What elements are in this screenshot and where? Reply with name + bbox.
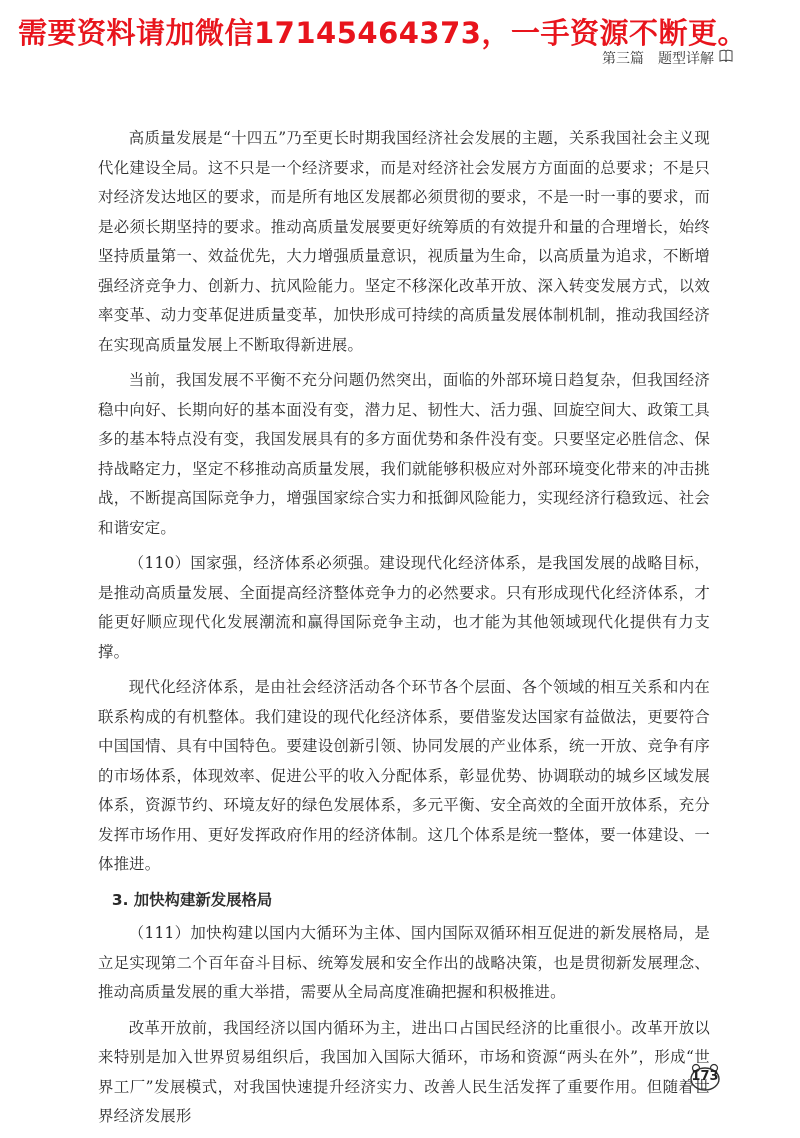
book-icon (718, 48, 734, 64)
running-head: 第三篇 题型详解 (602, 51, 714, 67)
paragraph-modern-economic-system: 现代化经济体系，是由社会经济活动各个环节各个层面、各个领域的相互关系和内在联系构成的有机整体。我们建设的现代化经济体系，要借鉴发达国家有益做法，更要符合中国国情、具有中国特色。要建设创新引领、协同发展的产业体系，统一开放、竞争有序的市场体系，体现效率、促进公平的收入分配体系，彰显优势、协调联动的城乡区域发展体系，资源节约、环境友好的绿色发展体系，多元平衡、安全高效的全面开放体系，充分发挥市场作用、更好发挥政府作用的经济体制。这几个体系是统一整体，要一体建设、一体推进。 (98, 678, 710, 873)
watermark-banner: 需要资料请加微信17145464373，一手资源不断更。 (18, 16, 747, 50)
paragraph-high-quality-development: 高质量发展是“十四五”乃至更长时期我国经济社会发展的主题，关系我国社会主义现代化建设全局。这不只是一个经济要求，而是对经济社会发展方方面面的总要求；不是只对经济发达地区的要求，而是所有地区发展都必须贯彻的要求，不是一时一事的要求，而是必须长期坚持的要求。推动高质量发展要更好统筹质的有效提升和量的合理增长，始终坚持质量第一、效益优先，大力增强质量意识，视质量为生命，以高质量为追求，不断增强经济竞争力、创新力、抗风险能力。坚定不移深化改革开放、深入转变发展方式，以效率变革、动力变革促进质量变革，加快形成可持续的高质量发展体制机制，推动我国经济在实现高质量发展上不断取得新进展。 (98, 129, 710, 354)
section-heading: 3. 加快构建新发展格局 (111, 890, 273, 909)
page-number (688, 1062, 722, 1092)
paragraph-110: （110）国家强，经济体系必须强。建设现代化经济体系，是我国发展的战略目标，是推动高质量发展、全面提高经济整体竞争力的必然要求。只有形成现代化经济体系，才能更好顺应现代化发展潮流和赢得国际竞争主动，也才能为其他领域现代化提供有力支撑。 (98, 554, 710, 661)
page-body (98, 124, 710, 1138)
paragraph-reform-opening: 改革开放前，我国经济以国内循环为主，进出口占国民经济的比重很小。改革开放以来特别是加入世界贸易组织后，我国加入国际大循环，市场和资源“两头在外”，形成“世界工厂”发展模式，对我国快速提升经济实力、改善人民生活发挥了重要作用。但随着世界经济发展形 (98, 1018, 710, 1125)
page-number-text: 173 (691, 1069, 719, 1084)
paragraph-111: （111）加快构建以国内大循环为主体、国内国际双循环相互促进的新发展格局，是立足实现第二个百年奋斗目标、统筹发展和安全作出的战略决策，也是贯彻新发展理念、推动高质量发展的重大举措，需要从全局高度准确把握和积极推进。 (98, 924, 710, 1001)
paragraph-current-situation: 当前，我国发展不平衡不充分问题仍然突出，面临的外部环境日趋复杂，但我国经济稳中向好、长期向好的基本面没有变，潜力足、韧性大、活力强、回旋空间大、政策工具多的基本特点没有变，我国发展具有的多方面优势和条件没有变。只要坚定必胜信念、保持战略定力，坚定不移推动高质量发展，我们就能够积极应对外部环境变化带来的冲击挑战，不断提高国际竞争力，增强国家综合实力和抵御风险能力，实现经济行稳致远、社会和谐安定。 (98, 371, 710, 537)
